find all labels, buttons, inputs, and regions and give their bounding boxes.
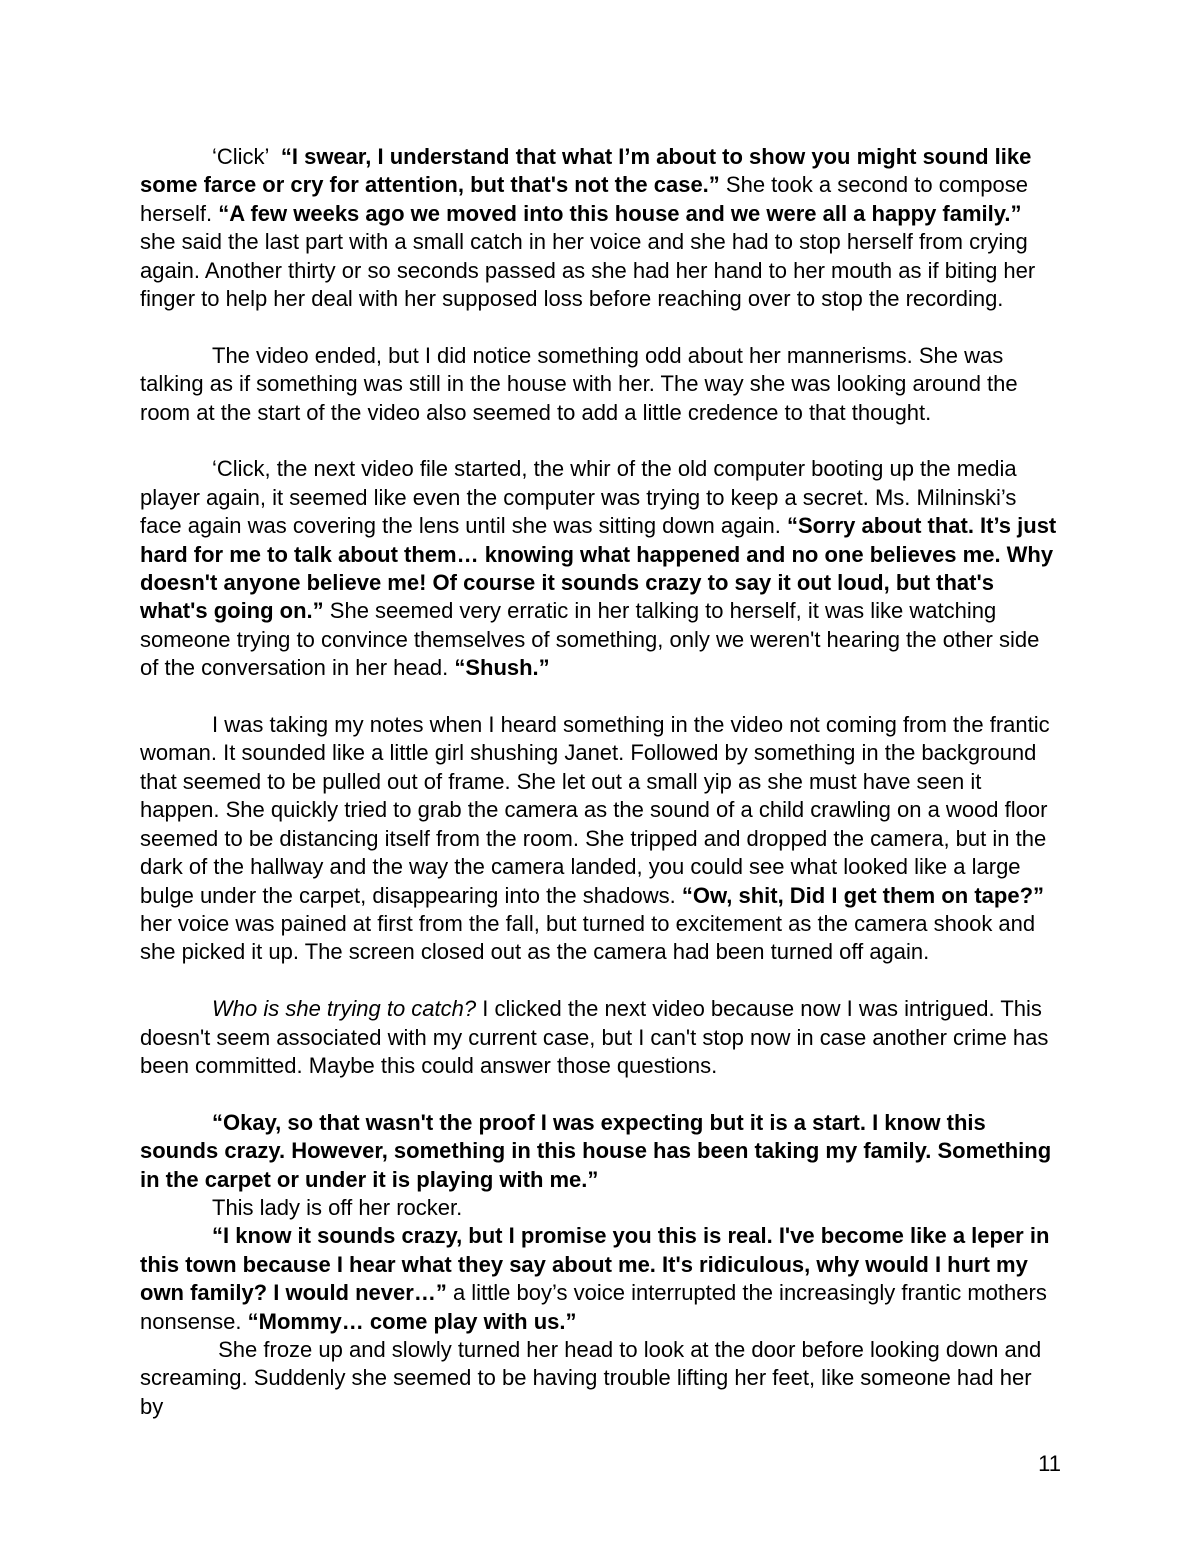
text-run: She took a second to compose herself. — [140, 172, 1035, 226]
text-run: “Shush.” — [454, 655, 550, 681]
text-run: “I swear, I understand that what I’m about to show you might sound like some farce or cry for attention, but that's not the case.” — [140, 144, 1038, 198]
text-run: She froze up and slowly turned her head to look at the door before looking down and screaming. Suddenly she seemed to be having trouble lifting her feet, like someone had her by — [140, 1336, 1048, 1419]
paragraph-4 — [140, 711, 1060, 967]
paragraph-6 — [140, 1109, 1060, 1194]
text-run: The video ended, but I did notice something odd about her mannerisms. She was talking as if something was still in the house with her. The way she was looking around the room at the start of the video also seemed to add a little credence to that thought. — [140, 342, 1024, 425]
text-run: This lady is off her rocker. — [212, 1194, 463, 1220]
text-run: ‘Click, the next video file started, the whir of the old computer booting up the media player again, it seemed like even the computer was trying to keep a secret. Ms. Milninski’s face again was covering the lens until she was sitting down again. — [140, 456, 1023, 539]
text-run: ‘Click’ — [212, 144, 281, 169]
text-run: I was taking my notes when I heard something in the video not coming from the frantic woman. It sounded like a little girl shushing Janet. Followed by something in the background that seemed to be pulled out of frame. She let out a small yip as she must have seen it happen. She quickly tried to grab the camera as the sound of a child crawling on a wood floor seemed to be distancing itself from the room. She tripped and dropped the camera, but in the dark of the hallway and the way the camera landed, you could see what looked like a large bulge under the carpet, disappearing into the shadows. — [140, 712, 1056, 908]
text-run: she said the last part with a small catch in her voice and she had to stop herself from crying again. Another thirty or so seconds passed as she had her hand to her mouth as if biting her finger to help her deal with her supposed loss before reaching over to stop the recording. — [140, 200, 1042, 312]
text-run: I clicked the next video because now I was intrigued. This doesn't seem associated with my current case, but I can't stop now in case another crime has been committed. Maybe this could answer those questions. — [140, 996, 1055, 1078]
text-run: She seemed very erratic in her talking to herself, it was like watching someone trying to convince themselves of something, only we weren't hearing the other side of the conversation in her head. — [140, 598, 1046, 681]
text-run: “Sorry about that. It’s just hard for me to talk about them… knowing what happened and no one believes me. Why doesn't anyone believe me! Of course it sounds crazy to say it out loud, but that's what's going on.” — [140, 513, 1063, 624]
text-run: her voice was pained at first from the fall, but turned to excitement as the camera shook and she picked it up. The screen closed out as the camera had been turned off again. — [140, 882, 1051, 965]
text-run: “A few weeks ago we moved into this house and we were all a happy family.” — [218, 200, 1022, 226]
text-run: “I know it sounds crazy, but I promise you this is real. I've become like a leper in this town because I hear what they say about me. It's ridiculous, why would I hurt my own family? I would never…” — [140, 1223, 1056, 1306]
text-run: “Okay, so that wasn't the proof I was expecting but it is a start. I know this sounds crazy. However, something in this house has been taking my family. Something in the carpet or under it is playing with me.” — [140, 1109, 1058, 1192]
paragraph-8 — [140, 1222, 1060, 1336]
paragraph-2 — [140, 342, 1060, 427]
text-run: “Mommy… come play with us.” — [247, 1308, 577, 1334]
text-run: “Ow, shit, Did I get them on tape?” — [681, 882, 1045, 908]
page-number: 11 — [1038, 1451, 1061, 1476]
paragraph-7 — [140, 1194, 1060, 1222]
paragraph-1 — [140, 143, 1060, 313]
paragraph-3 — [140, 455, 1063, 682]
paragraph-9 — [140, 1336, 1060, 1421]
text-run: Who is she trying to catch? — [212, 996, 477, 1022]
text-run: a little boy’s voice interrupted the increasingly frantic mothers nonsense. — [140, 1280, 1053, 1334]
paragraph-5 — [140, 995, 1060, 1080]
